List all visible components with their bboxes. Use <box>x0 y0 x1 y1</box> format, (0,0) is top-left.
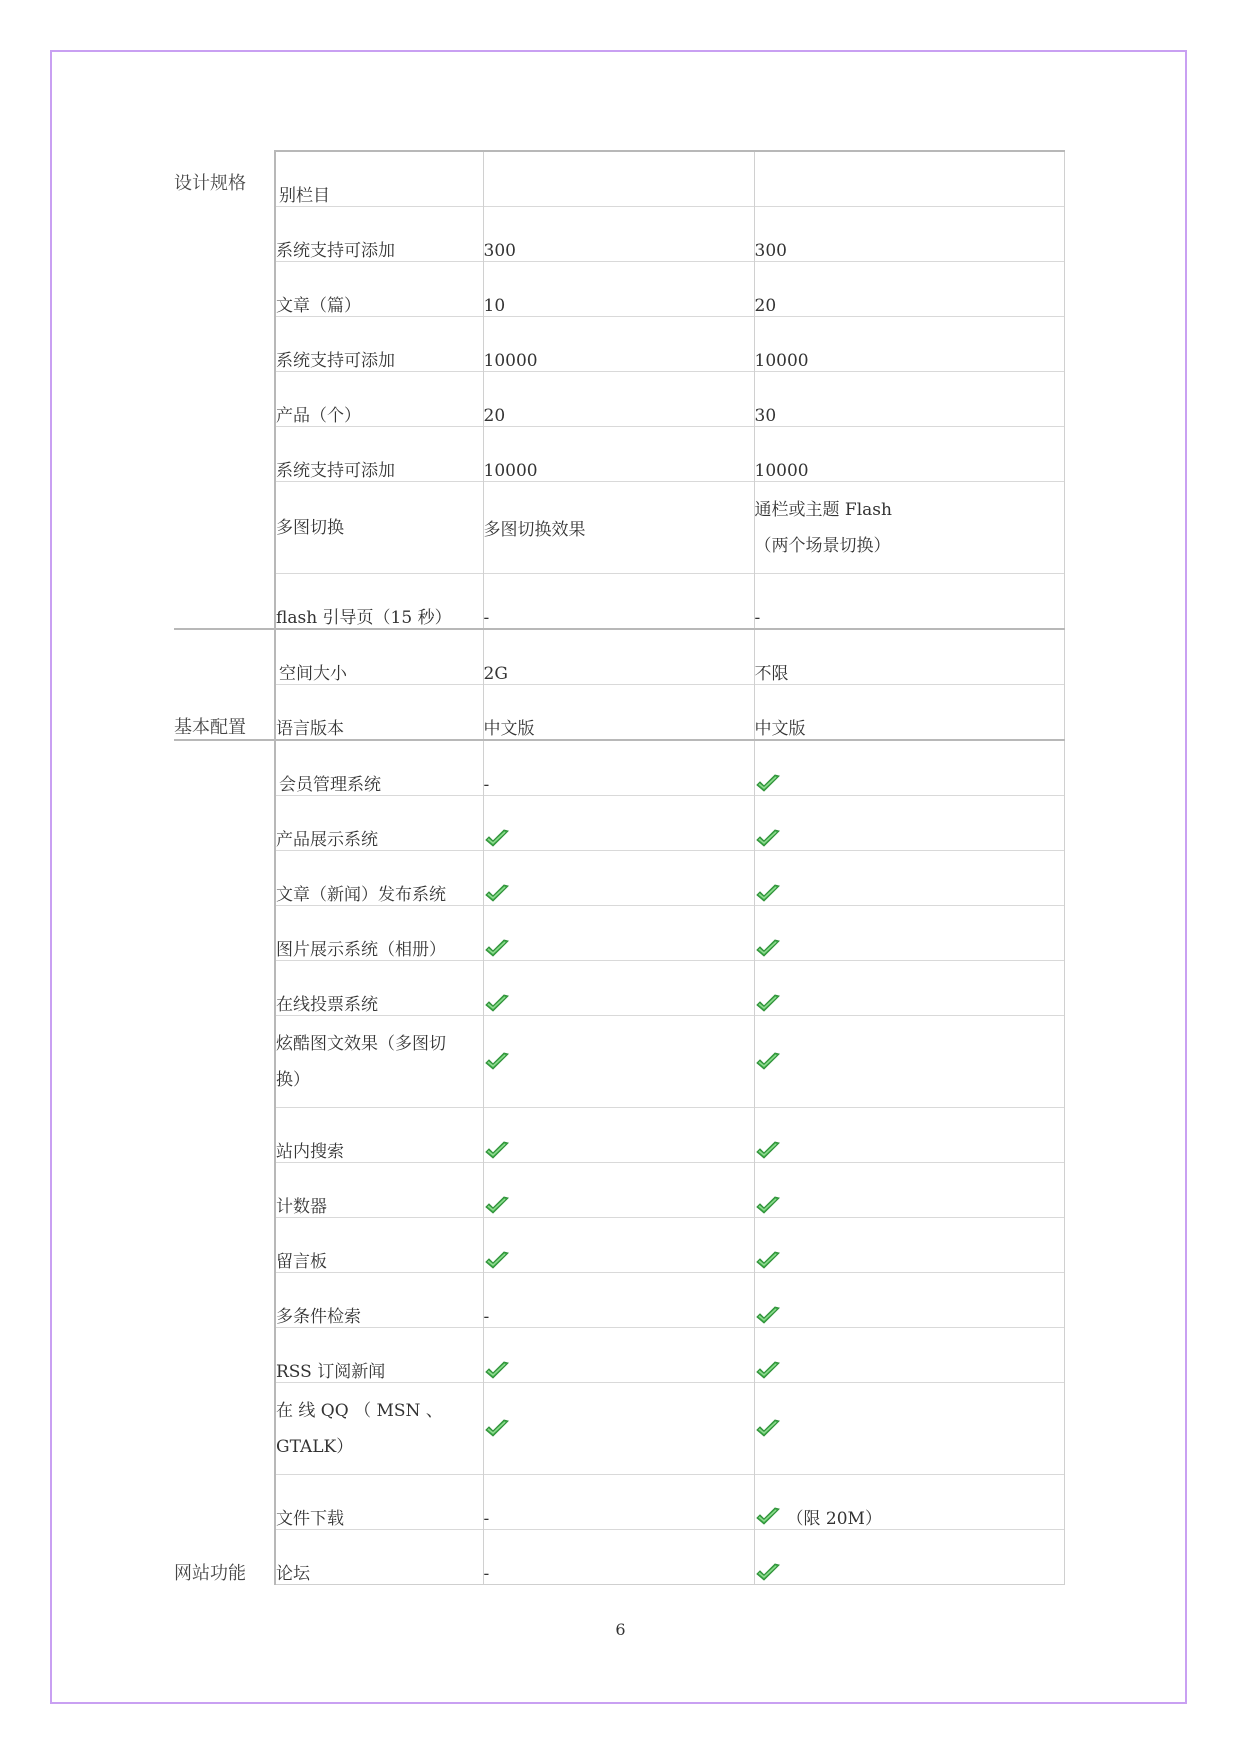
value-basic <box>483 1163 754 1218</box>
feature-name <box>275 372 483 427</box>
feature-name-text: 别栏目 <box>279 186 330 206</box>
check-icon <box>755 1140 781 1162</box>
check-icon <box>755 1562 781 1584</box>
feature-name <box>275 151 483 207</box>
value-basic <box>483 1016 754 1108</box>
table-row <box>174 427 1064 482</box>
value-basic <box>483 629 754 685</box>
feature-name <box>275 427 483 482</box>
value-advanced <box>754 961 1064 1016</box>
value-text-line2: （两个场景切换） <box>754 535 891 556</box>
feature-name-text: 空间大小 <box>279 664 347 684</box>
value-basic <box>483 740 754 796</box>
table-row <box>174 1108 1064 1163</box>
check-icon <box>484 883 510 905</box>
value-advanced <box>754 1273 1064 1328</box>
feature-name-text: 多图切换 <box>276 517 344 538</box>
feature-name-text: RSS 订阅新闻 <box>276 1362 386 1382</box>
table-row <box>174 1475 1064 1530</box>
table-row <box>174 574 1064 630</box>
feature-name-text: 多条件检索 <box>276 1307 361 1327</box>
check-icon <box>484 938 510 960</box>
feature-name-text: 站内搜索 <box>276 1142 344 1162</box>
value-text: - <box>483 775 490 795</box>
value-basic <box>483 317 754 372</box>
feature-name-text: 炫酷图文效果（多图切 <box>276 1033 446 1054</box>
value-basic <box>483 1475 754 1530</box>
table-row <box>174 317 1064 372</box>
value-advanced <box>754 574 1064 630</box>
value-advanced <box>754 740 1064 796</box>
check-icon <box>484 1195 510 1217</box>
value-text: - <box>754 608 761 628</box>
value-text: - <box>483 1564 490 1584</box>
feature-name-text-line2: 换） <box>276 1069 310 1090</box>
value-basic <box>483 427 754 482</box>
check-icon <box>755 1305 781 1327</box>
check-icon <box>755 773 781 795</box>
value-text: 30 <box>754 406 777 426</box>
check-icon <box>484 1140 510 1162</box>
table-row <box>174 1328 1064 1383</box>
feature-name <box>275 796 483 851</box>
value-text: - <box>483 1307 490 1327</box>
check-icon <box>484 828 510 850</box>
value-advanced <box>754 1530 1064 1585</box>
value-advanced <box>754 1218 1064 1273</box>
value-basic <box>483 796 754 851</box>
value-basic <box>483 262 754 317</box>
check-icon <box>755 1418 781 1440</box>
feature-name-text: 系统支持可添加 <box>276 351 395 371</box>
table-row <box>174 1016 1064 1108</box>
table-row <box>174 961 1064 1016</box>
check-icon <box>755 1250 781 1272</box>
value-advanced <box>754 851 1064 906</box>
check-icon <box>484 1418 510 1440</box>
value-basic <box>483 482 754 574</box>
check-icon <box>755 1506 781 1528</box>
value-text: 10 <box>483 296 506 316</box>
table-row <box>174 796 1064 851</box>
value-basic <box>483 1218 754 1273</box>
table-row <box>174 262 1064 317</box>
value-advanced <box>754 1163 1064 1218</box>
feature-name <box>275 207 483 262</box>
feature-name-text: 在 线 QQ （ MSN 、 <box>276 1400 443 1421</box>
feature-name-text: 在线投票系统 <box>276 995 378 1015</box>
value-text: - <box>483 1509 490 1529</box>
feature-name-text: 留言板 <box>276 1252 327 1272</box>
table-row <box>174 685 1064 741</box>
check-icon <box>484 993 510 1015</box>
feature-name <box>275 482 483 574</box>
check-icon <box>484 1360 510 1382</box>
feature-name-text: 文件下载 <box>276 1509 344 1529</box>
value-basic <box>483 1383 754 1475</box>
value-text: 10000 <box>483 461 538 481</box>
value-advanced <box>754 1383 1064 1475</box>
value-text: 10000 <box>483 351 538 371</box>
value-text: 300 <box>754 241 787 261</box>
value-basic <box>483 906 754 961</box>
table-row <box>174 1273 1064 1328</box>
feature-name-text: 文章（新闻）发布系统 <box>276 885 446 905</box>
value-text: 300 <box>483 241 516 261</box>
feature-name-text-line2: GTALK） <box>276 1436 354 1457</box>
feature-name <box>275 1328 483 1383</box>
feature-name <box>275 1218 483 1273</box>
value-note: （限 20M） <box>786 1509 882 1529</box>
feature-name <box>275 851 483 906</box>
value-advanced <box>754 372 1064 427</box>
table-row <box>174 906 1064 961</box>
table-row <box>174 629 1064 685</box>
value-advanced <box>754 482 1064 574</box>
table-row <box>174 851 1064 906</box>
value-basic <box>483 574 754 630</box>
feature-name <box>275 1016 483 1108</box>
value-advanced <box>754 1475 1064 1530</box>
feature-name <box>275 262 483 317</box>
value-text: 中文版 <box>483 719 535 739</box>
table-row <box>174 151 1064 207</box>
feature-name <box>275 1530 483 1585</box>
page-number: 6 <box>615 1620 626 1639</box>
feature-name <box>275 1273 483 1328</box>
value-advanced <box>754 1016 1064 1108</box>
value-basic <box>483 1328 754 1383</box>
value-advanced <box>754 427 1064 482</box>
value-basic <box>483 1108 754 1163</box>
value-text: 不限 <box>754 664 789 684</box>
feature-name-text: 文章（篇） <box>276 296 361 316</box>
check-icon <box>755 938 781 960</box>
category-label: 基本配置 <box>174 629 275 740</box>
value-basic <box>483 1273 754 1328</box>
value-advanced <box>754 685 1064 741</box>
category-label: 设计规格 <box>174 173 246 194</box>
value-basic <box>483 851 754 906</box>
check-icon <box>755 828 781 850</box>
value-advanced <box>754 629 1064 685</box>
value-text: 10000 <box>754 461 809 481</box>
check-icon <box>755 993 781 1015</box>
value-advanced <box>754 906 1064 961</box>
value-text: 20 <box>483 406 506 426</box>
table-row <box>174 1530 1064 1585</box>
feature-name <box>275 740 483 796</box>
value-basic <box>483 151 754 207</box>
feature-name <box>275 1383 483 1475</box>
feature-name <box>275 1163 483 1218</box>
feature-name-text: 系统支持可添加 <box>276 241 395 261</box>
feature-name-text: 语言版本 <box>276 719 344 739</box>
table-row <box>174 1218 1064 1273</box>
table-row <box>174 1163 1064 1218</box>
value-advanced <box>754 1108 1064 1163</box>
check-icon <box>484 1250 510 1272</box>
check-icon <box>755 883 781 905</box>
feature-name <box>275 1108 483 1163</box>
check-icon <box>484 1051 510 1073</box>
check-icon <box>755 1195 781 1217</box>
category-label: 网站功能 <box>174 740 275 1585</box>
feature-name-text: 会员管理系统 <box>279 775 381 795</box>
table-row <box>174 207 1064 262</box>
feature-name-text: 系统支持可添加 <box>276 461 395 481</box>
value-text: 2G <box>483 664 508 684</box>
value-text: - <box>483 608 490 628</box>
check-icon <box>755 1360 781 1382</box>
feature-name <box>275 629 483 685</box>
feature-name-text: 图片展示系统（相册） <box>276 940 446 960</box>
feature-name-text: flash 引导页（15 秒） <box>276 608 452 628</box>
value-text: 10000 <box>754 351 809 371</box>
check-icon <box>755 1051 781 1073</box>
table-row <box>174 1383 1064 1475</box>
table-row <box>174 482 1064 574</box>
value-basic <box>483 1530 754 1585</box>
value-text: 多图切换效果 <box>483 520 586 540</box>
value-advanced <box>754 317 1064 372</box>
feature-name <box>275 906 483 961</box>
value-text: 中文版 <box>754 719 806 739</box>
value-basic <box>483 207 754 262</box>
feature-name <box>275 685 483 741</box>
feature-name-text: 论坛 <box>276 1564 310 1584</box>
feature-name <box>275 574 483 630</box>
feature-name-text: 产品展示系统 <box>276 830 378 850</box>
value-text: 20 <box>754 296 777 316</box>
feature-name-text: 产品（个） <box>276 406 361 426</box>
feature-name <box>275 1475 483 1530</box>
value-advanced <box>754 262 1064 317</box>
value-advanced <box>754 1328 1064 1383</box>
value-advanced <box>754 796 1064 851</box>
value-basic <box>483 961 754 1016</box>
feature-name <box>275 317 483 372</box>
spec-table <box>174 150 1065 1585</box>
feature-name <box>275 961 483 1016</box>
table-row <box>174 372 1064 427</box>
value-basic <box>483 685 754 741</box>
value-text: 通栏或主题 Flash <box>754 499 892 520</box>
value-advanced <box>754 151 1064 207</box>
feature-name-text: 计数器 <box>276 1197 327 1217</box>
value-basic <box>483 372 754 427</box>
table-row <box>174 740 1064 796</box>
value-advanced <box>754 207 1064 262</box>
